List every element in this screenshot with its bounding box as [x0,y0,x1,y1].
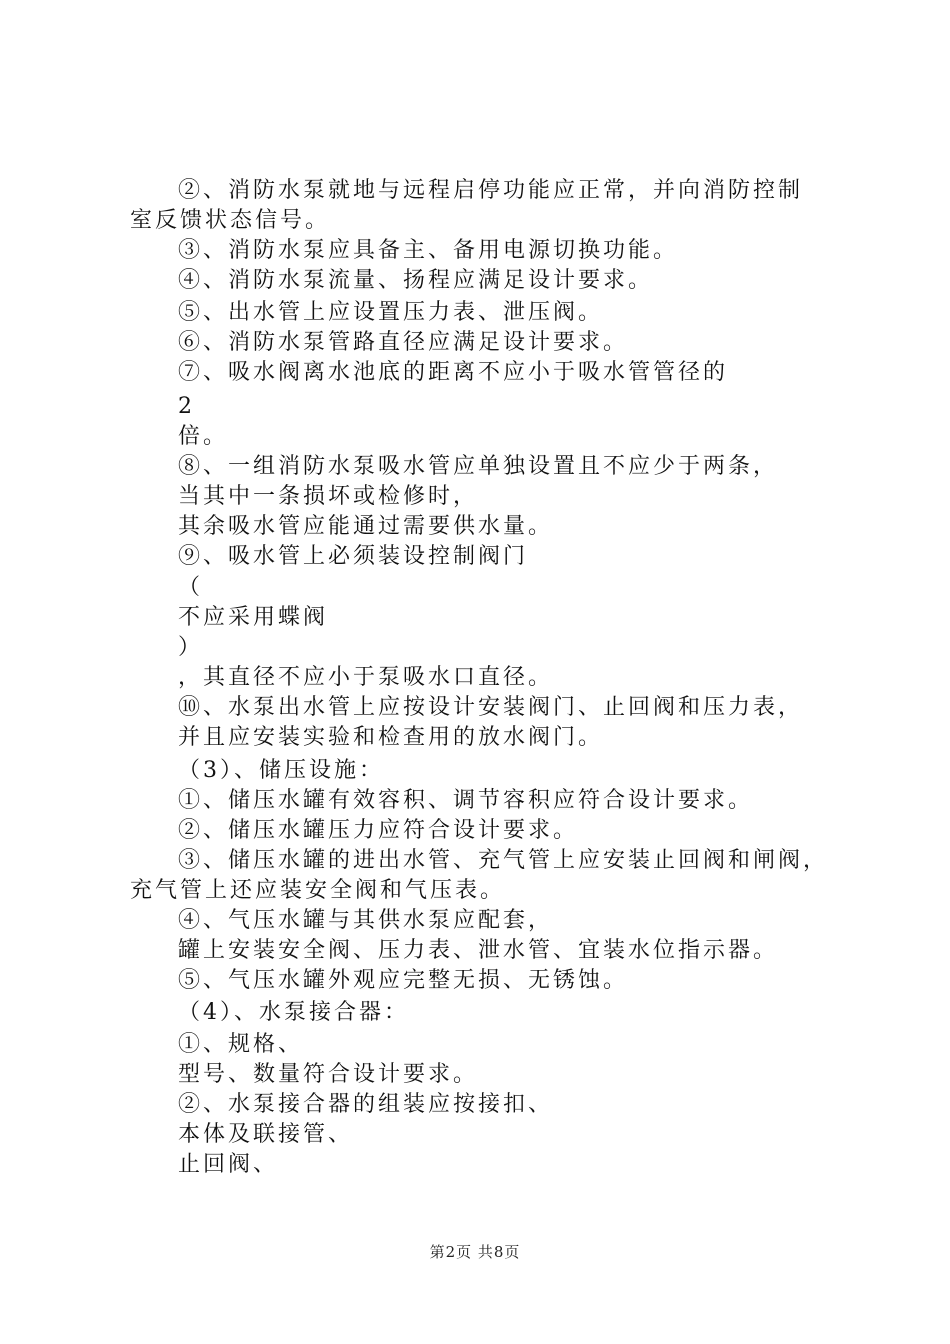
text-line: 室反馈状态信号。 [130,208,331,233]
text-line: 罐上安装安全阀、压力表、泄水管、宜装水位指示器。 [178,938,779,963]
text-line: 不应采用蝶阀 [178,605,329,630]
text-line: ①、规格、 [178,1032,304,1057]
section-heading: （4）、水泵接合器： [178,1000,409,1025]
text-line: 当其中一条损坏或检修时， [178,484,479,509]
text-line: 其余吸水管应能通过需要供水量。 [178,514,554,539]
text-line: ⑧、一组消防水泵吸水管应单独设置且不应少于两条， [178,454,779,479]
text-line: ②、储压水罐压力应符合设计要求。 [178,818,579,843]
text-line: ⑩、水泵出水管上应按设计安装阀门、止回阀和压力表， [178,695,804,720]
text-line: （ [178,575,204,600]
text-line: ②、消防水泵就地与远程启停功能应正常，并向消防控制 [178,178,804,203]
page-footer: 第2页 共8页 [429,1243,521,1261]
text-line: ④、消防水泵流量、扬程应满足设计要求。 [178,268,654,293]
text-line: 充气管上还应装安全阀和气压表。 [130,878,506,903]
text-line: ⑦、吸水阀离水池底的距离不应小于吸水管管径的 [178,360,729,385]
text-line: 本体及联接管、 [178,1122,354,1147]
text-line: ①、储压水罐有效容积、调节容积应符合设计要求。 [178,788,754,813]
text-line: ④、气压水罐与其供水泵应配套， [178,908,554,933]
text-line: ） [178,635,204,660]
text-line: ③、消防水泵应具备主、备用电源切换功能。 [178,238,679,263]
section-heading: （3）、储压设施： [178,758,384,783]
text-line: ⑥、消防水泵管路直径应满足设计要求。 [178,330,629,355]
text-line: ⑨、吸水管上必须装设控制阀门 [178,544,529,569]
text-line: ⑤、出水管上应设置压力表、泄压阀。 [178,300,604,325]
text-line: ⑤、气压水罐外观应完整无损、无锈蚀。 [178,968,629,993]
text-line: 倍。 [178,424,229,449]
text-line: 2 [178,394,195,419]
text-line: ③、储压水罐的进出水管、充气管上应安装止回阀和闸阀， [178,848,829,873]
text-line: 并且应安装实验和检查用的放水阀门。 [178,725,604,750]
text-line: 止回阀、 [178,1152,279,1177]
text-line: ，其直径不应小于泵吸水口直径。 [178,665,554,690]
text-line: ②、水泵接合器的组装应按接扣、 [178,1092,554,1117]
text-line: 型号、数量符合设计要求。 [178,1062,479,1087]
